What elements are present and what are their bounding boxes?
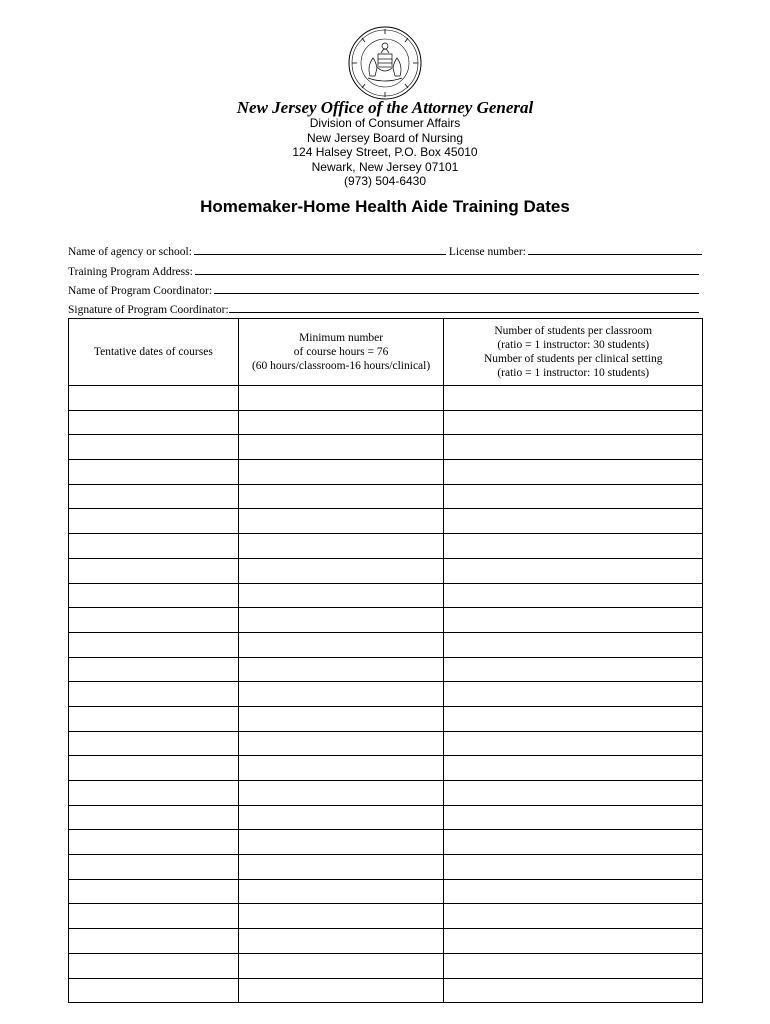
dates-cell[interactable] bbox=[69, 855, 239, 880]
dates-cell[interactable] bbox=[69, 731, 239, 756]
coordinator-input-line[interactable] bbox=[214, 293, 699, 294]
hours-cell[interactable] bbox=[238, 904, 444, 929]
col-header-students-line: Number of students per clinical setting bbox=[483, 353, 663, 365]
table-row bbox=[69, 706, 703, 731]
hours-cell[interactable] bbox=[238, 805, 444, 830]
hours-cell[interactable] bbox=[238, 608, 444, 633]
table-row bbox=[69, 558, 703, 583]
dates-cell[interactable] bbox=[69, 781, 239, 806]
hours-cell[interactable] bbox=[238, 632, 444, 657]
students-cell[interactable] bbox=[444, 509, 703, 534]
table-row bbox=[69, 756, 703, 781]
table-row bbox=[69, 410, 703, 435]
students-cell[interactable] bbox=[444, 657, 703, 682]
table-row bbox=[69, 904, 703, 929]
students-cell[interactable] bbox=[444, 830, 703, 855]
students-cell[interactable] bbox=[444, 978, 703, 1003]
hours-cell[interactable] bbox=[238, 657, 444, 682]
hours-cell[interactable] bbox=[238, 558, 444, 583]
students-cell[interactable] bbox=[444, 805, 703, 830]
dates-cell[interactable] bbox=[69, 608, 239, 633]
col-header-students bbox=[444, 319, 703, 386]
table-row bbox=[69, 509, 703, 534]
hours-cell[interactable] bbox=[238, 460, 444, 485]
students-cell[interactable] bbox=[444, 583, 703, 608]
students-cell[interactable] bbox=[444, 460, 703, 485]
table-row bbox=[69, 879, 703, 904]
hours-cell[interactable] bbox=[238, 781, 444, 806]
city-line: Newark, New Jersey 07101 bbox=[311, 159, 459, 174]
col-header-hours-line: Minimum number bbox=[299, 332, 384, 344]
col-header-hours-line: of course hours = 76 bbox=[293, 346, 389, 358]
table-row bbox=[69, 657, 703, 682]
students-cell[interactable] bbox=[444, 484, 703, 509]
students-cell[interactable] bbox=[444, 756, 703, 781]
table-row bbox=[69, 484, 703, 509]
table-row bbox=[69, 608, 703, 633]
signature-label: Signature of Program Coordinator: bbox=[68, 304, 229, 317]
table-row bbox=[69, 929, 703, 954]
hours-cell[interactable] bbox=[238, 706, 444, 731]
table-row bbox=[69, 682, 703, 707]
table-row bbox=[69, 435, 703, 460]
coordinator-row bbox=[68, 278, 702, 297]
table-row bbox=[69, 830, 703, 855]
students-cell[interactable] bbox=[444, 410, 703, 435]
dates-cell[interactable] bbox=[69, 830, 239, 855]
hours-cell[interactable] bbox=[238, 484, 444, 509]
form-title: Homemaker-Home Health Aide Training Dates bbox=[200, 197, 570, 216]
students-cell[interactable] bbox=[444, 855, 703, 880]
students-cell[interactable] bbox=[444, 386, 703, 411]
col-header-hours-line: (60 hours/classroom-16 hours/clinical) bbox=[251, 360, 431, 372]
phone-line: (973) 504-6430 bbox=[343, 174, 427, 188]
table-row bbox=[69, 978, 703, 1003]
students-cell[interactable] bbox=[444, 879, 703, 904]
hours-cell[interactable] bbox=[238, 830, 444, 855]
col-header-students-line: (ratio = 1 instructor: 30 students) bbox=[497, 339, 650, 351]
agency-input-line[interactable] bbox=[194, 254, 446, 255]
hours-cell[interactable] bbox=[238, 682, 444, 707]
dates-cell[interactable] bbox=[69, 534, 239, 559]
students-cell[interactable] bbox=[444, 632, 703, 657]
hours-cell[interactable] bbox=[238, 509, 444, 534]
table-row bbox=[69, 583, 703, 608]
dates-cell[interactable] bbox=[69, 386, 239, 411]
dates-cell[interactable] bbox=[69, 756, 239, 781]
hours-cell[interactable] bbox=[238, 756, 444, 781]
address-row bbox=[68, 258, 702, 277]
address-input-line[interactable] bbox=[195, 274, 699, 275]
hours-cell[interactable] bbox=[238, 731, 444, 756]
students-cell[interactable] bbox=[444, 904, 703, 929]
students-cell[interactable] bbox=[444, 929, 703, 954]
dates-cell[interactable] bbox=[69, 904, 239, 929]
state-seal-logo bbox=[348, 26, 422, 100]
signature-input-line[interactable] bbox=[229, 312, 699, 313]
col-header-students-line: (ratio = 1 instructor: 10 students) bbox=[497, 367, 650, 379]
dates-cell[interactable] bbox=[69, 509, 239, 534]
form-fields bbox=[68, 239, 702, 316]
col-header-hours bbox=[238, 319, 444, 386]
students-cell[interactable] bbox=[444, 781, 703, 806]
dates-cell[interactable] bbox=[69, 805, 239, 830]
dates-cell[interactable] bbox=[69, 435, 239, 460]
dates-cell[interactable] bbox=[69, 879, 239, 904]
table-row bbox=[69, 386, 703, 411]
dates-cell[interactable] bbox=[69, 953, 239, 978]
dates-cell[interactable] bbox=[69, 682, 239, 707]
students-cell[interactable] bbox=[444, 731, 703, 756]
training-dates-table bbox=[68, 318, 703, 1003]
signature-row bbox=[68, 297, 702, 316]
table-row bbox=[69, 953, 703, 978]
dates-cell[interactable] bbox=[69, 657, 239, 682]
board-line: New Jersey Board of Nursing bbox=[306, 130, 464, 145]
dates-cell[interactable] bbox=[69, 460, 239, 485]
col-header-dates-text: Tentative dates of courses bbox=[93, 346, 213, 358]
coordinator-label: Name of Program Coordinator: bbox=[68, 284, 213, 297]
dates-cell[interactable] bbox=[69, 632, 239, 657]
table-row bbox=[69, 855, 703, 880]
hours-cell[interactable] bbox=[238, 386, 444, 411]
hours-cell[interactable] bbox=[238, 879, 444, 904]
license-input-line[interactable] bbox=[528, 254, 702, 255]
hours-cell[interactable] bbox=[238, 534, 444, 559]
hours-cell[interactable] bbox=[238, 953, 444, 978]
hours-cell[interactable] bbox=[238, 583, 444, 608]
table-body bbox=[69, 386, 703, 1003]
students-cell[interactable] bbox=[444, 682, 703, 707]
students-cell[interactable] bbox=[444, 435, 703, 460]
hours-cell[interactable] bbox=[238, 410, 444, 435]
table-row bbox=[69, 731, 703, 756]
division-line: Division of Consumer Affairs bbox=[309, 116, 461, 130]
table-header-row bbox=[69, 319, 703, 386]
table-row bbox=[69, 632, 703, 657]
students-cell[interactable] bbox=[444, 558, 703, 583]
license-label: License number: bbox=[448, 246, 526, 259]
agency-row bbox=[68, 239, 702, 258]
dates-cell[interactable] bbox=[69, 558, 239, 583]
table-row bbox=[69, 781, 703, 806]
organization-name: New Jersey Office of the Attorney General bbox=[236, 98, 534, 117]
table-row bbox=[69, 534, 703, 559]
street-line: 124 Halsey Street, P.O. Box 45010 bbox=[292, 145, 478, 159]
dates-cell[interactable] bbox=[69, 978, 239, 1003]
table-row bbox=[69, 460, 703, 485]
students-cell[interactable] bbox=[444, 608, 703, 633]
hours-cell[interactable] bbox=[238, 855, 444, 880]
dates-cell[interactable] bbox=[69, 484, 239, 509]
students-cell[interactable] bbox=[444, 534, 703, 559]
hours-cell[interactable] bbox=[238, 435, 444, 460]
students-cell[interactable] bbox=[444, 706, 703, 731]
col-header-students-line: Number of students per classroom bbox=[494, 325, 653, 337]
dates-cell[interactable] bbox=[69, 410, 239, 435]
hours-cell[interactable] bbox=[238, 978, 444, 1003]
address-label: Training Program Address: bbox=[68, 265, 193, 278]
dates-cell[interactable] bbox=[69, 583, 239, 608]
dates-cell[interactable] bbox=[69, 706, 239, 731]
agency-label: Name of agency or school: bbox=[68, 246, 192, 259]
hours-cell[interactable] bbox=[238, 929, 444, 954]
table-row bbox=[69, 805, 703, 830]
col-header-dates bbox=[69, 319, 239, 386]
students-cell[interactable] bbox=[444, 953, 703, 978]
dates-cell[interactable] bbox=[69, 929, 239, 954]
